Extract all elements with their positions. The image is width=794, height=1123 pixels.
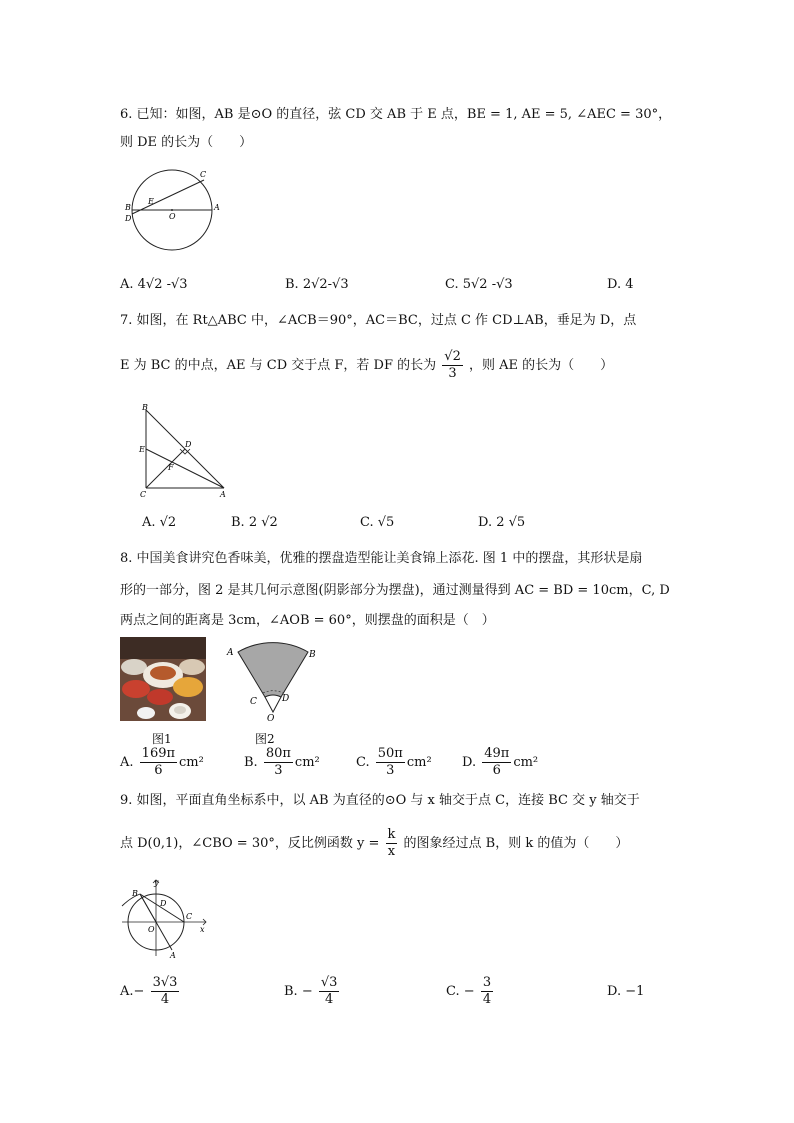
q9-option-b-frac	[319, 975, 340, 1008]
q7-fraction	[442, 349, 463, 382]
q9-option-d-value: −1	[625, 984, 645, 999]
q6-label-e: E	[148, 197, 154, 206]
q8-label-a: A	[227, 648, 234, 658]
q8-fig2-caption: 图2	[255, 732, 275, 746]
q9-option-c-den: 4	[482, 992, 492, 1007]
q9-option-a-frac	[151, 975, 180, 1008]
q7-label-d: D	[185, 440, 192, 449]
q9-label-b: B	[132, 889, 138, 898]
q8-option-d-letter: D.	[462, 755, 477, 770]
q9-option-d	[607, 972, 644, 1012]
q9-option-c-letter: C.	[446, 984, 460, 999]
q8-option-a-unit: cm²	[179, 755, 204, 770]
q9-option-a-sign: −	[133, 984, 145, 999]
q9-option-a-num: 3√3	[152, 975, 178, 990]
q9-fraction-den: x	[387, 844, 396, 859]
q7-label-e: E	[139, 445, 145, 454]
q8-option-b-num: 80π	[265, 746, 291, 761]
q7-label-b: B	[142, 403, 148, 412]
q9-label-y: y	[154, 878, 159, 887]
q6-stem-line2: 则 DE 的长为（ ）	[120, 135, 253, 150]
q8-option-a-letter: A.	[120, 755, 134, 770]
q7-stem-line1: 7. 如图，在 Rt△ABC 中，∠ACB＝90°，AC＝BC，过点 C 作 CD⊥AB，垂足为 D，点	[120, 313, 637, 328]
q6-label-b: B	[125, 203, 131, 212]
q8-option-c-letter: C.	[356, 755, 370, 770]
q8-option-b-letter: B.	[244, 755, 258, 770]
q9-option-d-letter: D.	[607, 984, 622, 999]
q9-label-x: x	[200, 925, 205, 934]
q6-label-a: A	[214, 203, 220, 212]
q9-stem-part1: 点 D(0,1)，∠CBO = 30°，反比例函数 y =	[120, 836, 380, 851]
q8-option-c-num: 50π	[377, 746, 403, 761]
q8-stem-line3: 两点之间的距离是 3cm，∠AOB = 60°，则摆盘的面积是（ ）	[120, 613, 495, 628]
q8-option-a-den: 6	[154, 763, 163, 778]
q9-option-a	[120, 972, 181, 1012]
q6-label-c: C	[200, 170, 207, 179]
q8-option-a-frac	[140, 746, 177, 779]
q8-option-d-unit: cm²	[513, 755, 539, 770]
q8-fig1-caption: 图1	[152, 732, 172, 746]
q9-stem-line2	[120, 824, 628, 864]
q8-option-b	[244, 745, 320, 781]
q8-option-b-den: 3	[274, 763, 283, 778]
q6-label-o: O	[169, 212, 176, 221]
q7-label-f: F	[168, 463, 174, 472]
q8-option-d	[462, 745, 538, 781]
q8-stem-line2: 形的一部分，图 2 是其几何示意图(阴影部分为摆盘)，通过测量得到 AC = BD = 10cm，C, D	[120, 583, 670, 598]
q9-stem-line1: 9. 如图，平面直角坐标系中，以 AB 为直径的⊙O 与 x 轴交于点 C，连接 BC 交 y 轴交于	[120, 793, 640, 808]
q9-option-b-letter: B.	[284, 984, 298, 999]
q9-option-c-sign: −	[463, 984, 475, 999]
q9-option-a-letter: A.	[120, 984, 134, 999]
q6-stem-line1: 6. 已知：如图，AB 是⊙O 的直径，弦 CD 交 AB 于 E 点，BE = 1, AE = 5, ∠AEC = 30°，	[120, 107, 672, 122]
q7-label-a: A	[220, 490, 226, 499]
q8-option-d-frac	[482, 746, 511, 779]
q9-option-a-den: 4	[160, 992, 170, 1007]
q6-figure	[118, 166, 228, 254]
q8-label-o: O	[267, 714, 275, 724]
q8-label-b: B	[309, 650, 316, 660]
q8-option-c-den: 3	[386, 763, 395, 778]
q9-option-b-num: √3	[320, 975, 338, 990]
q9-option-c-num: 3	[482, 975, 492, 990]
q9-option-b-sign: −	[301, 984, 313, 999]
q8-option-a	[120, 745, 204, 781]
q7-stem-part2: ，则 AE 的长为（ ）	[468, 358, 614, 373]
q9-option-b-den: 4	[325, 992, 334, 1007]
q8-option-c	[356, 745, 432, 781]
q9-label-o: O	[148, 925, 155, 934]
q9-label-a: A	[170, 951, 176, 960]
q7-option-d: D. 2 √5	[478, 515, 526, 530]
q6-option-b: B. 2√2-√3	[285, 277, 349, 292]
q9-fraction-num: k	[387, 827, 396, 842]
q9-figure	[118, 876, 218, 962]
q7-fraction-den: 3	[448, 366, 457, 381]
q9-fraction	[386, 827, 398, 860]
q8-option-c-frac	[376, 746, 405, 779]
q6-option-c: C. 5√2 -√3	[445, 277, 513, 292]
q7-option-b: B. 2 √2	[231, 515, 278, 530]
q8-food-photo	[120, 637, 206, 721]
q7-option-a: A. √2	[142, 515, 177, 530]
q6-option-d: D. 4	[607, 277, 634, 292]
q8-label-c: C	[250, 697, 257, 707]
q9-label-d: D	[160, 899, 167, 908]
q7-fraction-num: √2	[444, 349, 461, 364]
q7-figure	[136, 402, 232, 500]
q8-option-c-unit: cm²	[406, 755, 432, 770]
q8-stem-line1: 8. 中国美食讲究色香味美，优雅的摆盘造型能让美食锦上添花. 图 1 中的摆盘，其形状是扇	[120, 551, 643, 566]
q8-option-d-num: 49π	[484, 746, 510, 761]
q8-label-d: D	[282, 694, 290, 704]
q7-label-c: C	[140, 490, 147, 499]
q6-label-d: D	[125, 214, 132, 223]
q8-option-d-den: 6	[492, 763, 501, 778]
q8-sector-figure	[222, 640, 322, 725]
q6-option-a: A. 4√2 -√3	[120, 277, 188, 292]
q8-option-b-unit: cm²	[294, 755, 320, 770]
q9-option-c	[446, 972, 495, 1012]
q7-stem-line2	[120, 346, 613, 386]
q7-stem-part1: E 为 BC 的中点，AE 与 CD 交于点 F，若 DF 的长为	[120, 358, 437, 373]
q8-option-b-frac	[264, 746, 293, 779]
q9-option-c-frac	[481, 975, 493, 1008]
q9-stem-part2: 的图象经过点 B，则 k 的值为（ ）	[403, 836, 629, 851]
q9-option-b	[284, 972, 341, 1012]
q9-label-c: C	[186, 912, 193, 921]
q7-option-c: C. √5	[360, 515, 395, 530]
q8-option-a-num: 169π	[141, 746, 176, 761]
